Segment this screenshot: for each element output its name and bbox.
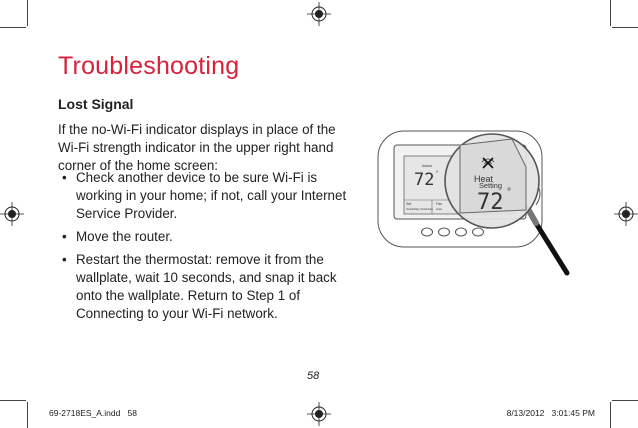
page-number: 58	[307, 370, 320, 382]
crop-mark-bottom-left-horizontal	[0, 400, 26, 401]
footer-file-info	[49, 408, 137, 418]
footer-date: 8/13/2012	[506, 408, 545, 418]
intro-text: If the no-Wi-Fi indicator displays in place of the Wi-Fi strength indicator in the upper right hand corner of the home screen:	[58, 122, 336, 173]
bullet-glyph: •	[62, 170, 67, 185]
magnified-degree: °	[507, 187, 511, 198]
page-title: Troubleshooting	[58, 52, 240, 80]
registration-mark-top	[307, 2, 331, 26]
magnified-setting-label: Setting	[479, 181, 503, 190]
list-item	[58, 228, 358, 246]
crop-mark-bottom-right-vertical	[610, 402, 611, 428]
list-item-text: Restart the thermostat: remove it from the wallplate, wait 10 seconds, and snap it back onto the wallplate. Return to Step 1 of Connecting to your Wi-Fi network.	[76, 252, 337, 321]
crop-mark-top-left-horizontal	[0, 27, 26, 28]
crop-mark-top-left-vertical	[27, 0, 28, 26]
crop-mark-top-right-horizontal	[612, 27, 638, 28]
magnified-setting-temp: 72	[477, 190, 504, 215]
fan-button-label: Fan	[436, 202, 443, 206]
indoor-degree: °	[436, 171, 439, 177]
footer-timestamp	[507, 408, 595, 418]
footer-file-name: 69-2718ES_A.indd	[49, 408, 121, 418]
bullet-glyph: •	[62, 252, 67, 267]
section-heading: Lost Signal	[58, 96, 134, 112]
intro-paragraph	[58, 121, 358, 175]
indoor-temperature: 72	[414, 170, 435, 190]
magnified-mode-label: Heat	[474, 174, 494, 184]
list-item	[58, 251, 358, 323]
hardware-button	[422, 228, 433, 236]
thermostat-illustration	[376, 125, 576, 285]
set-button-sub: Clock/Day Schedule	[406, 207, 434, 211]
hardware-button	[439, 228, 450, 236]
bullet-glyph: •	[62, 229, 67, 244]
fan-button-sub: Auto	[436, 207, 443, 211]
footer-time: 3:01:45 PM	[551, 408, 595, 418]
list-item	[58, 169, 358, 223]
hardware-button	[456, 228, 467, 236]
crop-mark-top-right-vertical	[610, 0, 611, 26]
indoor-label: Indoor	[422, 164, 433, 168]
bullet-list	[58, 169, 358, 328]
crop-mark-bottom-left-vertical	[27, 402, 28, 428]
set-button-label: Set	[406, 202, 412, 206]
list-item-text: Move the router.	[76, 229, 173, 244]
registration-mark-left	[0, 202, 24, 226]
crop-mark-bottom-right-horizontal	[612, 400, 638, 401]
registration-mark-bottom	[307, 402, 331, 426]
registration-mark-right	[614, 202, 638, 226]
list-item-text: Check another device to be sure Wi-Fi is working in your home; if not, call your Internet Service Provider.	[76, 170, 347, 221]
footer-page: 58	[127, 408, 137, 418]
hardware-button	[473, 228, 484, 236]
